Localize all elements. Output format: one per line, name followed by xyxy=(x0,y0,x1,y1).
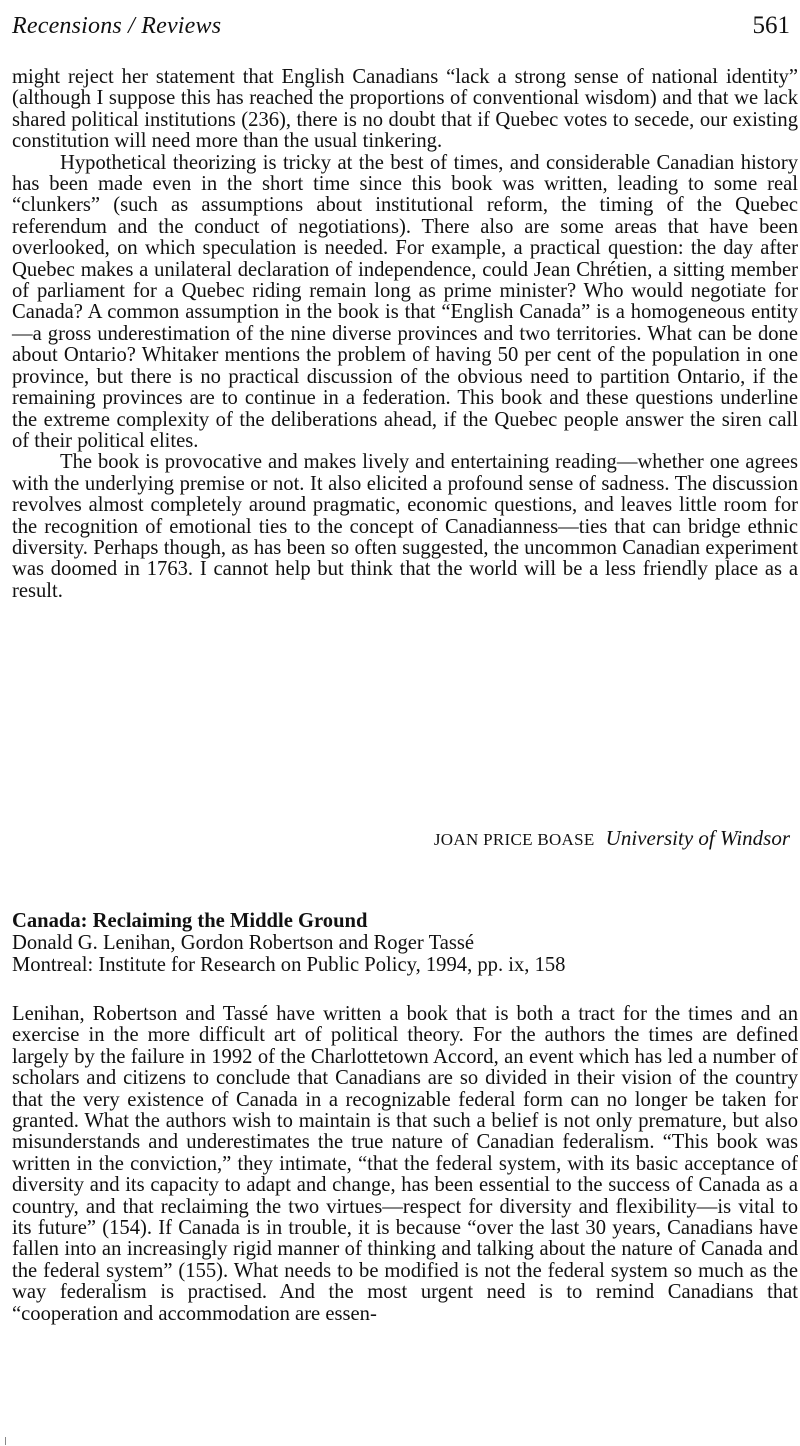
reviewer-name: JOAN PRICE BOASE xyxy=(433,830,595,849)
review-2-body xyxy=(12,1004,798,1325)
running-head xyxy=(12,12,790,40)
review-1-paragraph-3: The book is provocative and makes lively and entertaining reading—whether one agrees with the underlying premise or not. It also elicited a profound sense of sadness. The discussion revolves almost completely around pragmatic, economic questions, and leaves little room for the recognition of emotional ties to the concept of Canadianness—ties that can bridge ethnic diversity. Perhaps though, as has been so often suggested, the uncommon Canadian experiment was doomed in 1763. I cannot help but think that the world will be a less friendly place as a result. xyxy=(12,451,798,602)
book-title: Canada: Reclaiming the Middle Ground xyxy=(12,910,368,932)
review-1-paragraph-2: Hypothetical theorizing is tricky at the best of times, and considerable Canadian history has been made even in the short time since this book was written, leading to some real “clunkers” (such as assumptions about institutional reform, the timing of the Quebec referendum and the conduct of negotiations). There also are some areas that have been overlooked, on which speculation is needed. For example, a practical question: the day after Quebec makes a unilateral declaration of independence, could Jean Chrétien, a sitting member of parliament for a Quebec riding remain long as prime minister? Who would negotiate for Canada? A common assumption in the book is that “English Canada” is a homogeneous entity—a gross underestimation of the nine diverse provinces and two territories. What can be done about Ontario? Whitaker mentions the problem of having 50 per cent of the population in one province, but there is no practical discussion of the obvious need to partition Ontario, if the remaining provinces are to continue in a federation. This book and these questions underline the extreme complexity of the deliberations ahead, if the Quebec people answer the siren call of their political elites. xyxy=(12,151,798,452)
book-authors: Donald G. Lenihan, Gordon Robertson and Roger Tassé xyxy=(12,932,475,954)
review-1-body xyxy=(12,67,798,602)
scan-gutter-mark xyxy=(5,1437,6,1445)
review-1-signature xyxy=(434,826,790,851)
review-2-paragraph-1: Lenihan, Robertson and Tassé have written a book that is both a tract for the times and an exercise in the more difficult art of political theory. For the authors the times are defined largely by the failure in 1992 of the Charlottetown Accord, an event which has led a number of scholars and citizens to conclude that Canadians are so divided in their vision of the country that the very existence of Canada in a recognizable federal form can no longer be taken for granted. What the authors wish to maintain is that such a belief is not only premature, but also misunderstands and underestimates the true nature of Canadian federalism. “This book was written in the conviction,” they intimate, “that the federal system, with its basic acceptance of diversity and its capacity to adapt and change, has been essential to the success of Canada as a country, and that reclaiming the two virtues—respect for diversity and flexibility—is vital to its future” (154). If Canada is in trouble, it is because “over the last 30 years, Canadians have fallen into an increasingly rigid manner of thinking and talking about the nature of Canada and the federal system” (155). What needs to be modified is not the federal system so much as the way federalism is practised. And the most urgent need is to remind Canadians that “cooperation and accommodation are essen- xyxy=(12,1003,798,1325)
section-title: Recensions / Reviews xyxy=(12,13,222,39)
book-publication: Montreal: Institute for Research on Public Policy, 1994, pp. ix, 158 xyxy=(12,954,566,976)
page-number: 561 xyxy=(752,12,790,39)
review-2-book-info xyxy=(12,910,798,976)
review-1-paragraph-1: might reject her statement that English Canadians “lack a strong sense of national identity” (although I suppose this has reached the proportions of conventional wisdom) and that we lack shared political institutions (236), there is no doubt that if Quebec votes to secede, our existing constitution will need more than the usual tinkering. xyxy=(12,66,798,153)
reviewer-affiliation: University of Windsor xyxy=(605,826,790,850)
